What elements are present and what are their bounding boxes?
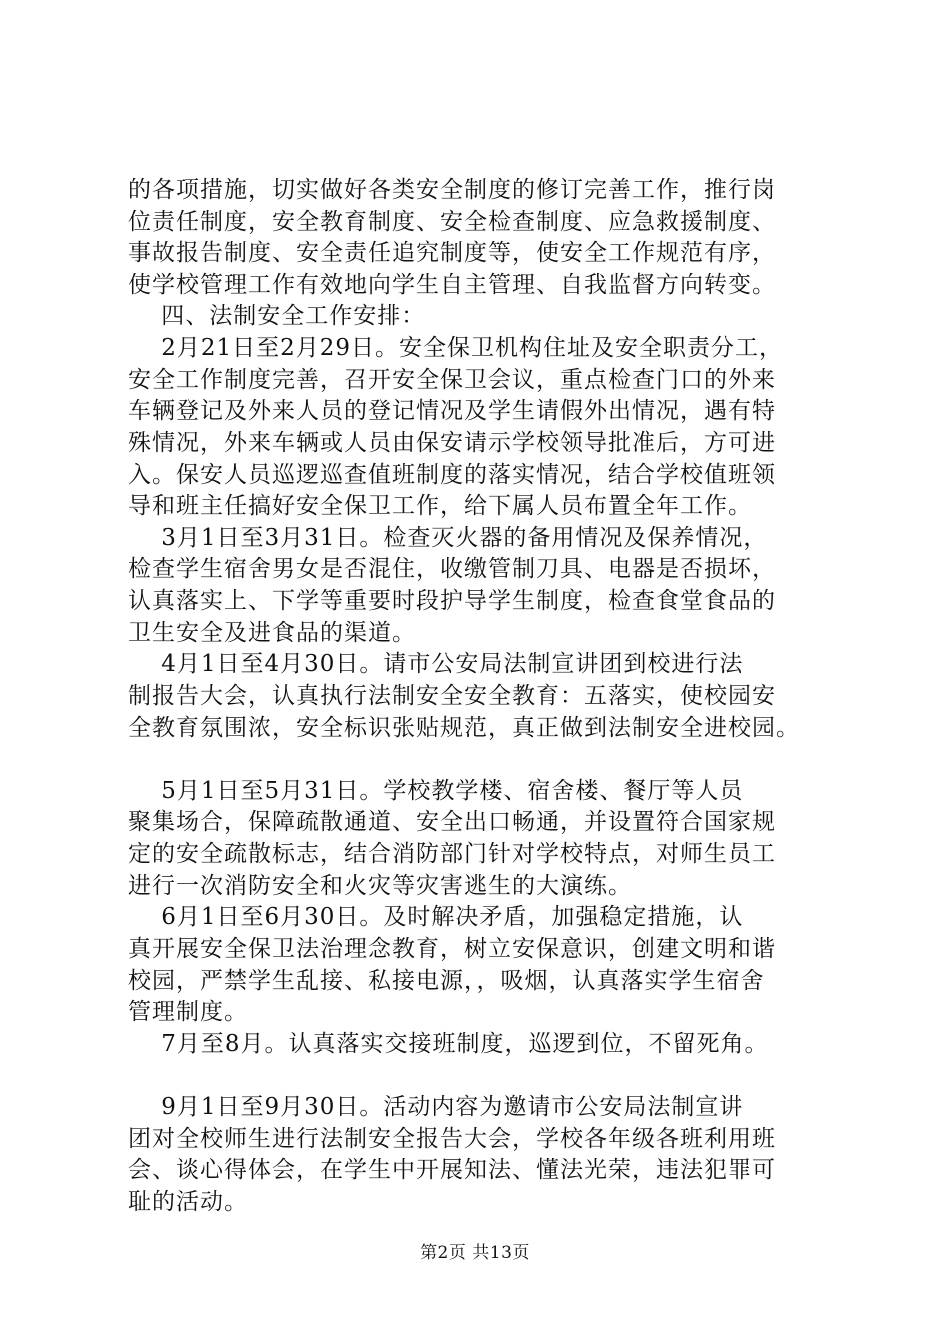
text-line: 校园，严禁学生乱接、私接电源，，吸烟，认真落实学生宿舍 bbox=[128, 968, 765, 994]
text-line: 9月1日至9月30日。活动内容为邀请市公安局法制宣讲 bbox=[128, 1094, 744, 1120]
text-line: 管理制度。 bbox=[128, 999, 248, 1025]
text-line: 会、谈心得体会，在学生中开展知法、懂法光荣，违法犯罪可 bbox=[128, 1157, 776, 1183]
text-line: 3月1日至3月31日。检查灭火器的备用情况及保养情况， bbox=[128, 525, 768, 551]
text-line: 聚集场合，保障疏散通道、安全出口畅通，并设置符合国家规 bbox=[128, 809, 776, 835]
text-line: 认真落实上、下学等重要时段护导学生制度，检查食堂食品的 bbox=[128, 588, 776, 614]
text-line: 事故报告制度、安全责任追究制度等，使安全工作规范有序， bbox=[128, 240, 776, 266]
text-line: 真开展安全保卫法治理念教育，树立安保意识，创建文明和谐 bbox=[128, 936, 776, 962]
text-line: 殊情况，外来车辆或人员由保安请示学校领导批准后，方可进 bbox=[128, 430, 776, 456]
text-line: 7月至8月。认真落实交接班制度，巡逻到位，不留死角。 bbox=[128, 1031, 769, 1057]
text-line: 检查学生宿舍男女是否混住，收缴管制刀具、电器是否损坏， bbox=[128, 556, 776, 582]
text-line: 全教育氛围浓，安全标识张贴规范，真正做到法制安全进校园。 bbox=[128, 715, 800, 741]
text-line: 定的安全疏散标志，结合消防部门针对学校特点，对师生员工 bbox=[128, 841, 776, 867]
text-line: 安全工作制度完善，召开安全保卫会议，重点检查门口的外来 bbox=[128, 367, 776, 393]
text-line: 入。保安人员巡逻巡查值班制度的落实情况，结合学校值班领 bbox=[128, 462, 776, 488]
text-line: 2月21日至2月29日。安全保卫机构住址及安全职责分工， bbox=[128, 335, 784, 361]
text-line: 进行一次消防安全和火灾等灾害逃生的大演练。 bbox=[128, 873, 632, 899]
section-heading: 四、法制安全工作安排： bbox=[128, 303, 426, 329]
text-line: 车辆登记及外来人员的登记情况及学生请假外出情况，遇有特 bbox=[128, 398, 776, 424]
text-line: 使学校管理工作有效地向学生自主管理、自我监督方向转变。 bbox=[128, 272, 776, 298]
text-line: 制报告大会，认真执行法制安全安全教育：五落实，使校园安 bbox=[128, 683, 776, 709]
text-line: 6月1日至6月30日。及时解决矛盾，加强稳定措施，认 bbox=[128, 904, 744, 930]
text-line: 卫生安全及进食品的渠道。 bbox=[128, 620, 416, 646]
text-line: 导和班主任搞好安全保卫工作，给下属人员布置全年工作。 bbox=[128, 493, 752, 519]
text-line: 团对全校师生进行法制安全报告大会，学校各年级各班利用班 bbox=[128, 1126, 776, 1152]
page-footer: 第2页 共13页 bbox=[420, 1243, 530, 1263]
text-line: 耻的活动。 bbox=[128, 1189, 248, 1215]
text-line: 5月1日至5月31日。学校教学楼、宿舍楼、餐厅等人员 bbox=[128, 778, 744, 804]
text-line: 位责任制度，安全教育制度、安全检查制度、应急救援制度、 bbox=[128, 209, 776, 235]
text-line: 4月1日至4月30日。请市公安局法制宣讲团到校进行法 bbox=[128, 651, 744, 677]
text-line: 的各项措施，切实做好各类安全制度的修订完善工作，推行岗 bbox=[128, 177, 776, 203]
